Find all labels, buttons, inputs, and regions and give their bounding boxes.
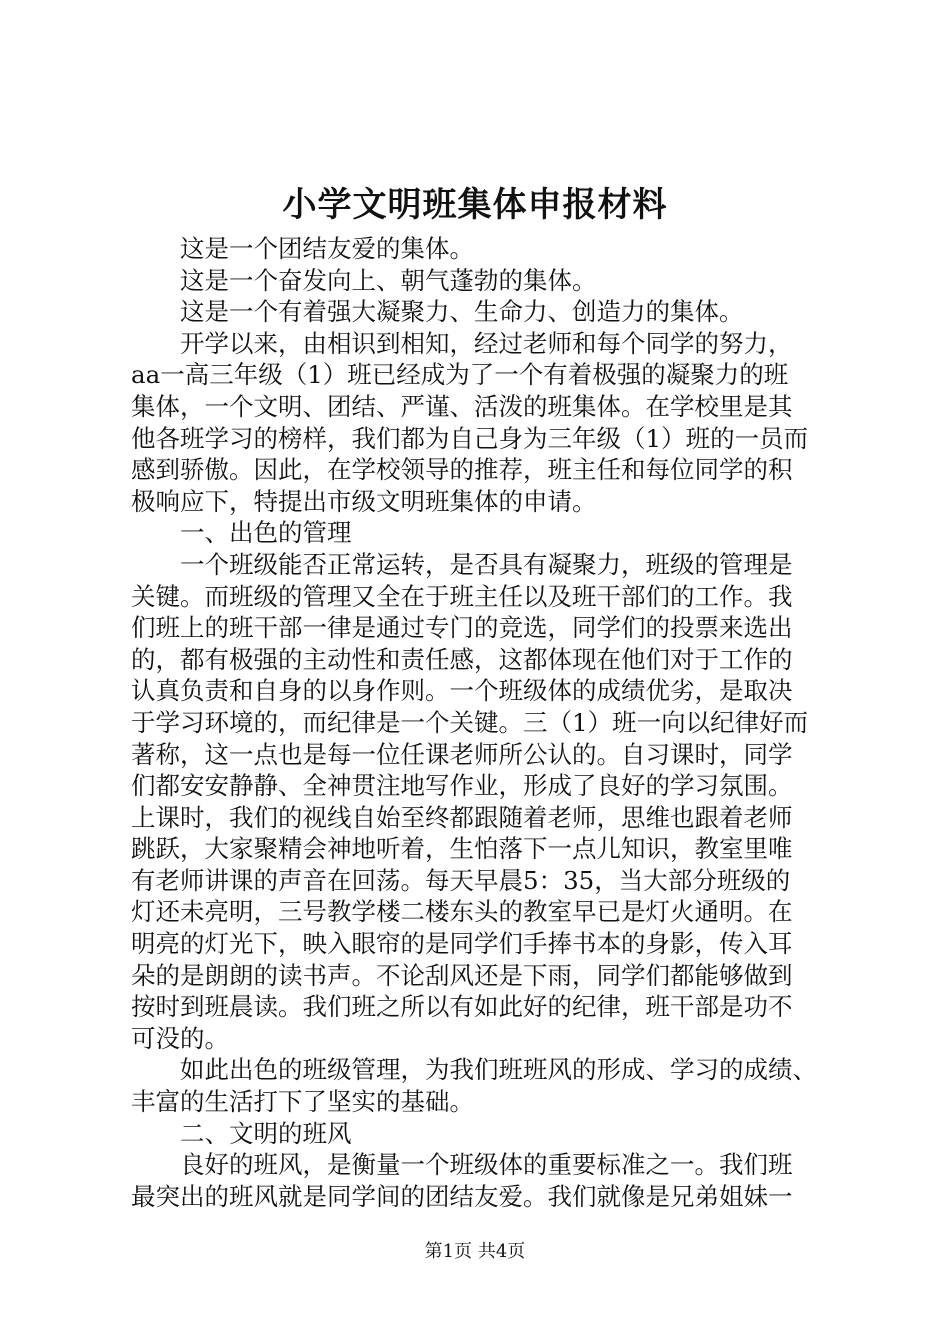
text-line: 极响应下，特提出市级文明班集体的申请。 <box>131 486 597 516</box>
text-line: 上课时，我们的视线自始至终都跟随着老师，思维也跟着老师 <box>131 802 793 832</box>
text-line: 这是一个有着强大凝聚力、生命力、创造力的集体。 <box>180 297 744 327</box>
text-line: 这是一个奋发向上、朝气蓬勃的集体。 <box>180 265 597 295</box>
text-line: aa一高三年级（1）班已经成为了一个有着极强的凝聚力的班 <box>131 360 789 390</box>
text-line: 丰富的生活打下了坚实的基础。 <box>131 1087 474 1117</box>
text-line: 明亮的灯光下，映入眼帘的是同学们手捧书本的身影，传入耳 <box>131 929 793 959</box>
text-line: 著称，这一点也是每一位任课老师所公认的。自习课时，同学 <box>131 739 793 769</box>
text-line: 关键。而班级的管理又全在于班主任以及班干部们的工作。我 <box>131 581 793 611</box>
document-title: 小学文明班集体申报材料 <box>282 185 668 225</box>
text-line: 一、出色的管理 <box>180 518 352 548</box>
document-body <box>131 233 831 1212</box>
text-line: 跳跃，大家聚精会神地听着，生怕落下一点儿知识，教室里唯 <box>131 834 793 864</box>
text-line: 良好的班风，是衡量一个班级体的重要标准之一。我们班 <box>180 1150 793 1180</box>
text-line: 这是一个团结友爱的集体。 <box>180 234 474 263</box>
text-line: 最突出的班风就是同学间的团结友爱。我们就像是兄弟姐妹一 <box>131 1181 793 1211</box>
text-line: 朵的是朗朗的读书声。不论刮风还是下雨，同学们都能够做到 <box>131 960 793 990</box>
text-line: 们都安安静静、全神贯注地写作业，形成了良好的学习氛围。 <box>131 771 793 801</box>
text-line: 可没的。 <box>131 1023 229 1053</box>
text-line: 有老师讲课的声音在回荡。每天早晨5：35，当大部分班级的 <box>131 865 791 895</box>
text-line: 集体，一个文明、团结、严谨、活泼的班集体。在学校里是其 <box>131 391 793 421</box>
text-line: 于学习环境的，而纪律是一个关键。三（1）班一向以纪律好而 <box>131 707 809 737</box>
text-line: 灯还未亮明，三号教学楼二楼东头的教室早已是灯火通明。在 <box>131 897 793 927</box>
text-line: 一个班级能否正常运转，是否具有凝聚力，班级的管理是 <box>180 549 793 579</box>
text-line: 二、文明的班风 <box>180 1118 352 1148</box>
text-line: 的，都有极强的主动性和责任感，这都体现在他们对于工作的 <box>131 644 793 674</box>
text-line: 开学以来，由相识到相知，经过老师和每个同学的努力， <box>180 328 793 358</box>
text-line: 认真负责和自身的以身作则。一个班级体的成绩优劣，是取决 <box>131 676 793 706</box>
text-line: 们班上的班干部一律是通过专门的竞选，同学们的投票来选出 <box>131 613 793 643</box>
page-footer: 第1页 共4页 <box>424 1241 526 1262</box>
text-line: 感到骄傲。因此，在学校领导的推荐，班主任和每位同学的积 <box>131 455 793 485</box>
text-line: 如此出色的班级管理，为我们班班风的形成、学习的成绩、 <box>180 1055 817 1085</box>
text-line: 按时到班晨读。我们班之所以有如此好的纪律，班干部是功不 <box>131 992 793 1022</box>
text-line: 他各班学习的榜样，我们都为自己身为三年级（1）班的一员而 <box>131 423 809 453</box>
